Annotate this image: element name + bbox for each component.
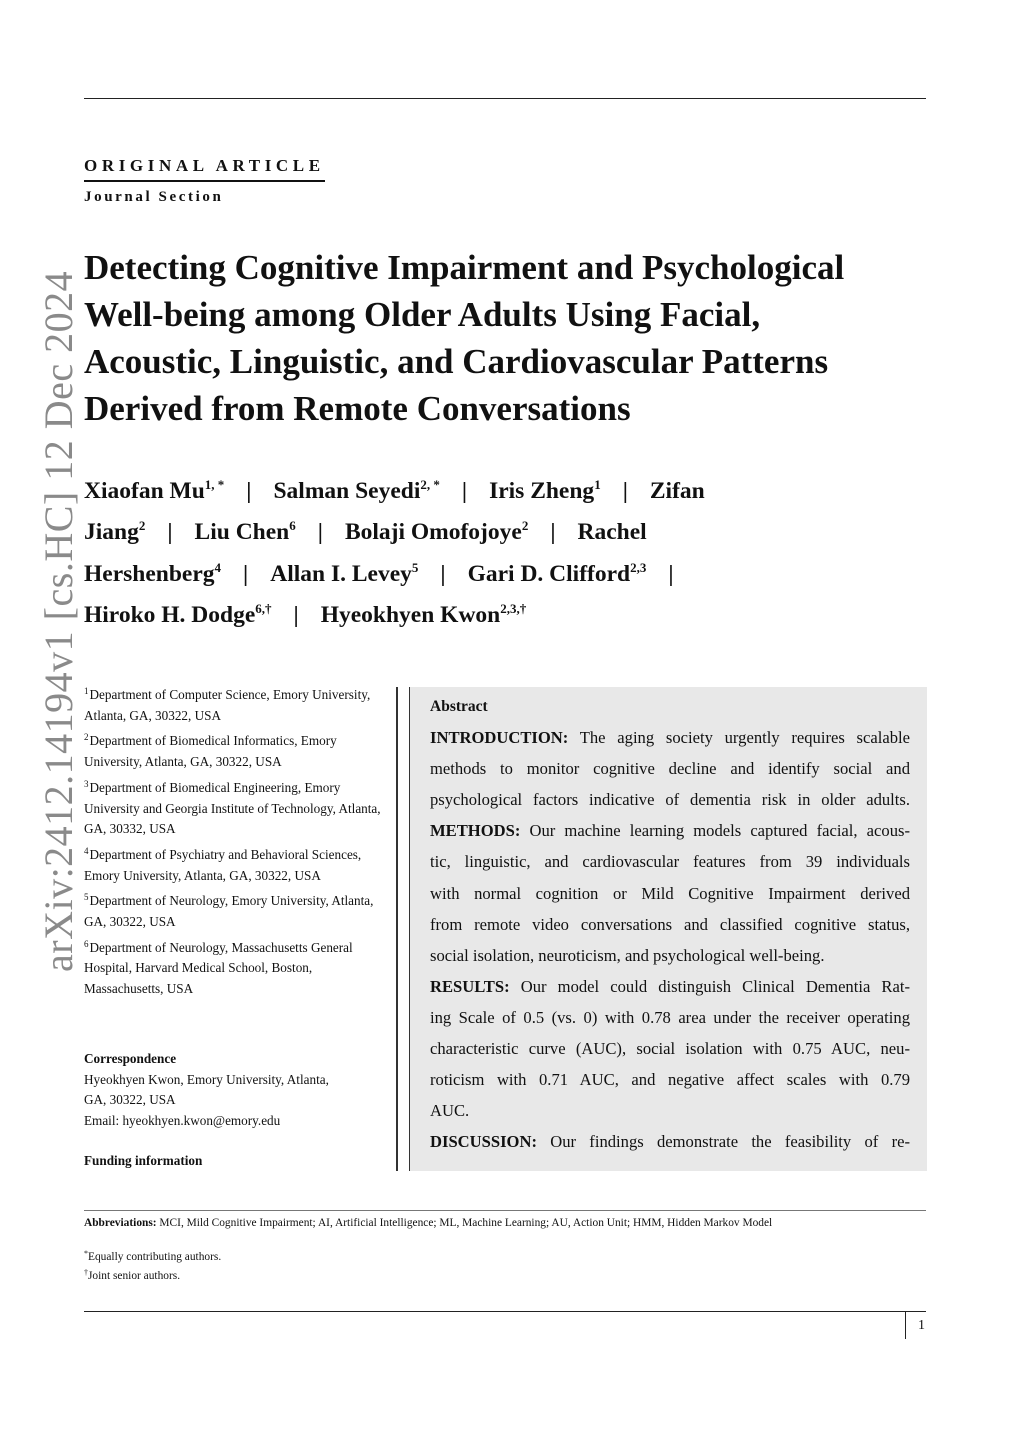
affiliation-number: 4 <box>84 845 89 856</box>
author-affil: 2 <box>521 518 529 533</box>
funding-heading: Funding information <box>84 1153 203 1168</box>
abstract-section-label: INTRODUCTION: <box>430 728 569 748</box>
footnote-text: Joint senior authors. <box>88 1270 181 1282</box>
affiliation-text: Department of Neurology, Emory University, Atlanta, GA, 30322, USA <box>84 893 374 930</box>
footnote <box>84 1251 221 1263</box>
author-name: Salman Seyedi <box>273 478 421 504</box>
affiliation-text: Department of Neurology, Massachusetts General Hospital, Harvard Medical School, Boston, Massachusetts, USA <box>84 939 353 997</box>
affiliation-number: 3 <box>84 778 89 789</box>
author-separator: | <box>461 478 468 504</box>
abstract-text: The aging society urgently requires scalable <box>568 728 910 748</box>
affiliation-number: 6 <box>84 938 89 949</box>
abstract-line: AUC. <box>430 1101 470 1121</box>
affiliation-number: 1 <box>84 686 89 696</box>
abstract-line: characteristic curve (AUC), social isolation with 0.75 AUC, neu- <box>430 1039 910 1059</box>
author-line <box>84 561 696 588</box>
abstract-line <box>430 971 910 1002</box>
author-affil: 2,3 <box>630 560 647 575</box>
affiliation <box>84 778 384 840</box>
abbreviations <box>84 1217 772 1229</box>
author-separator: | <box>550 519 556 545</box>
affiliation <box>84 731 384 772</box>
author-name: Gari D. Clifford <box>467 561 631 587</box>
abbreviations-rule <box>84 1210 926 1211</box>
author-line <box>84 519 647 546</box>
title-line: Acoustic, Linguistic, and Cardiovascular Patterns <box>84 342 829 381</box>
abstract-box <box>409 687 927 1171</box>
author-name: Liu Chen <box>194 519 290 545</box>
abstract-heading: Abstract <box>430 698 488 715</box>
author-name: Rachel <box>577 519 647 545</box>
abstract-text: Our model could distinguish Clinical Dementia Rat- <box>509 976 910 996</box>
author-separator: | <box>317 519 323 545</box>
abstract-line: methods to monitor cognitive decline and identify social and <box>430 759 910 779</box>
abstract-line: psychological factors indicative of dementia risk in older adults. <box>430 790 910 810</box>
author-name: Hiroko H. Dodge <box>84 602 256 628</box>
author-name: Bolaji Omofojoye <box>344 519 522 545</box>
abstract-line: tic, linguistic, and cardiovascular features from 39 individuals <box>430 852 910 872</box>
abstract-line <box>430 1126 910 1157</box>
author-name: Jiang <box>84 519 139 545</box>
affiliation-text: Department of Biomedical Engineering, Emory University and Georgia Institute of Technology, Atlanta, GA, 30332, USA <box>84 779 381 837</box>
correspondence-email: Email: hyeokhyen.kwon@emory.edu <box>84 1112 281 1128</box>
author-separator: | <box>246 478 252 504</box>
author-name: Iris Zheng <box>489 478 595 504</box>
affiliation <box>84 685 384 726</box>
author-affil: 6,† <box>255 601 272 616</box>
affiliation <box>84 938 384 1000</box>
abstract-line <box>430 815 910 846</box>
correspondence-line: Hyeokhyen Kwon, Emory University, Atlanta, <box>84 1071 329 1087</box>
abstract-text: Our findings demonstrate the feasibility of re- <box>536 1132 910 1152</box>
author-line <box>84 602 526 629</box>
abstract-line: from remote video conversations and classified cognitive status, <box>430 914 910 934</box>
author-affil: 2, * <box>420 477 440 492</box>
affiliation-number: 5 <box>84 892 89 903</box>
footnote <box>84 1270 180 1282</box>
footnote-text: Equally contributing authors. <box>88 1251 222 1263</box>
abbreviations-text: MCI, Mild Cognitive Impairment; AI, Artificial Intelligence; ML, Machine Learning; AU, Action Unit; HMM, Hidden Markov Model <box>156 1217 773 1229</box>
author-separator: | <box>243 561 249 587</box>
affiliation-text: Department of Computer Science, Emory University, Atlanta, GA, 30322, USA <box>84 687 371 723</box>
author-name: Hyeokhyen Kwon <box>320 602 501 628</box>
author-affil: 6 <box>289 518 296 533</box>
article-type: ORIGINAL ARTICLE <box>84 156 325 182</box>
author-affil: 5 <box>411 560 419 575</box>
author-separator: | <box>293 602 299 628</box>
abstract-section-label: DISCUSSION: <box>430 1132 537 1152</box>
arxiv-stamp: arXiv:2412.14194v1 [cs.HC] 12 Dec 2024 <box>36 270 81 972</box>
correspondence-heading: Correspondence <box>84 1051 177 1066</box>
author-affil: 2 <box>138 518 146 533</box>
affiliation <box>84 891 384 932</box>
affiliation-text: Department of Biomedical Informatics, Emory University, Atlanta, GA, 30322, USA <box>84 733 337 770</box>
author-name: Xiaofan Mu <box>84 478 205 504</box>
title-line: Well-being among Older Adults Using Facial, <box>84 295 761 334</box>
author-name: Zifan <box>649 478 705 504</box>
author-separator: | <box>622 478 628 504</box>
abstract-text: Our machine learning models captured facial, acous- <box>520 821 910 841</box>
title-line: Detecting Cognitive Impairment and Psychological <box>84 248 845 287</box>
correspondence <box>84 1049 384 1131</box>
affiliations <box>84 685 384 1005</box>
affiliation-text: Department of Psychiatry and Behavioral Sciences, Emory University, Atlanta, GA, 30322, USA <box>84 846 362 883</box>
author-line <box>84 478 705 505</box>
author-separator: | <box>440 561 446 587</box>
abstract-line: social isolation, neuroticism, and psychological well-being. <box>430 945 825 965</box>
abstract-body <box>430 691 910 1157</box>
footnote-mark: † <box>84 1268 88 1277</box>
abstract-line: roticism with 0.71 AUC, and negative affect scales with 0.79 <box>430 1070 910 1090</box>
paper-title <box>84 244 944 432</box>
author-separator: | <box>668 561 674 587</box>
journal-section: Journal Section <box>84 189 224 205</box>
page-number-divider <box>905 1311 906 1339</box>
abstract-line: with normal cognition or Mild Cognitive Impairment derived <box>430 883 910 903</box>
abbreviations-label: Abbreviations: <box>84 1217 157 1229</box>
abstract-line <box>430 722 910 753</box>
author-separator: | <box>167 519 173 545</box>
abstract-left-rule <box>396 687 398 1171</box>
abstract-section-label: RESULTS: <box>430 976 510 996</box>
footnote-mark: * <box>84 1249 88 1258</box>
page-number: 1 <box>918 1318 925 1333</box>
author-affil: 2,3,† <box>500 601 527 616</box>
bottom-rule <box>84 1311 926 1312</box>
author-name: Allan I. Levey <box>270 561 412 587</box>
top-rule <box>84 98 926 99</box>
correspondence-line: GA, 30322, USA <box>84 1092 176 1107</box>
author-affil: 4 <box>214 560 222 575</box>
author-name: Hershenberg <box>84 561 215 587</box>
affiliation-number: 2 <box>84 732 89 743</box>
author-affil: 1 <box>594 477 601 492</box>
title-line: Derived from Remote Conversations <box>84 389 631 428</box>
abstract-line: ing Scale of 0.5 (vs. 0) with 0.78 area under the receiver operating <box>430 1007 910 1027</box>
affiliation <box>84 845 384 886</box>
abstract-section-label: METHODS: <box>430 821 521 841</box>
author-affil: 1, * <box>204 477 225 492</box>
